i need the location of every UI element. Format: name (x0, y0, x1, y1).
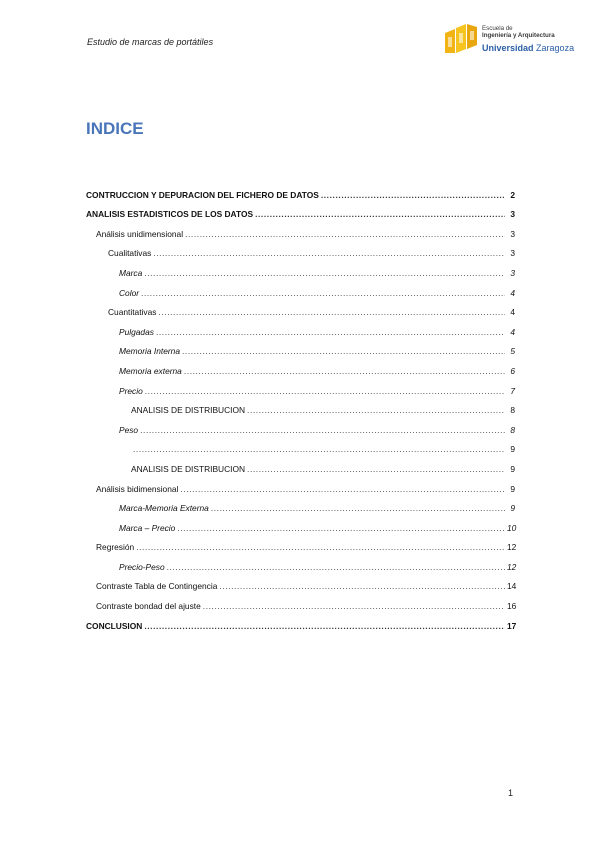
toc-dot-leader (141, 288, 505, 299)
toc-entry-page: 9 (510, 444, 515, 455)
logo-school-name (482, 25, 555, 40)
toc-dot-leader (203, 601, 505, 612)
toc-entry-page: 12 (507, 542, 517, 553)
toc-dot-leader (219, 581, 505, 592)
toc-entry[interactable] (86, 338, 515, 358)
logo-mark-icon (443, 23, 479, 55)
toc-entry-page: 5 (510, 346, 515, 357)
toc-dot-leader (182, 346, 505, 357)
toc-entry-page: 4 (510, 307, 515, 318)
toc-entry-label: CONCLUSION (86, 620, 143, 631)
toc-entry-page: 6 (510, 365, 515, 376)
toc-dot-leader (184, 366, 505, 377)
toc-entry[interactable] (86, 534, 515, 554)
logo-uni-rest: Zaragoza (536, 43, 575, 53)
toc-entry[interactable] (86, 436, 515, 456)
toc-entry-page: 9 (510, 503, 515, 514)
toc-entry-page: 7 (510, 385, 515, 396)
toc-entry-page: 3 (510, 228, 515, 239)
toc-entry-label: Contraste bondad del ajuste (96, 601, 201, 612)
toc-dot-leader (158, 307, 505, 318)
toc-dot-leader (153, 248, 505, 259)
toc-dot-leader (144, 268, 505, 279)
toc-entry-label: Memoria externa (119, 365, 182, 376)
toc-dot-leader (136, 542, 505, 553)
toc-dot-leader (177, 523, 505, 534)
toc-dot-leader (167, 562, 505, 573)
toc-entry[interactable] (86, 397, 515, 417)
toc-dot-leader (156, 327, 505, 338)
toc-entry-label: Análisis bidimensional (96, 483, 179, 494)
toc-entry[interactable] (86, 553, 515, 573)
toc-entry[interactable] (86, 495, 515, 515)
toc-dot-leader (145, 386, 505, 397)
toc-entry-page: 3 (510, 209, 515, 220)
toc-dot-leader (247, 405, 505, 416)
toc-entry-label: Precio (119, 385, 143, 396)
toc-entry[interactable] (86, 377, 515, 397)
toc-entry-label: Pulgadas (119, 326, 154, 337)
toc-entry-label: Cuantitativas (108, 307, 157, 318)
toc-dot-leader (211, 503, 505, 514)
toc-entry-page: 8 (510, 405, 515, 416)
toc-entry-label: Marca – Precio (119, 522, 176, 533)
university-logo (443, 23, 573, 57)
toc-entry[interactable] (86, 259, 515, 279)
toc-dot-leader (180, 484, 505, 495)
toc-dot-leader (255, 209, 505, 220)
toc-entry-label: Marca (119, 267, 143, 278)
toc-entry[interactable] (86, 357, 515, 377)
toc-entry[interactable] (86, 279, 515, 299)
toc-entry[interactable] (86, 201, 515, 221)
table-of-contents (86, 181, 515, 632)
toc-entry[interactable] (86, 592, 515, 612)
toc-entry[interactable] (86, 455, 515, 475)
toc-entry[interactable] (86, 612, 515, 632)
toc-entry-label: Contraste Tabla de Contingencia (96, 581, 218, 592)
toc-entry[interactable] (86, 181, 515, 201)
toc-entry-label: Peso (119, 424, 139, 435)
toc-entry-label: ANALISIS DE DISTRIBUCION (131, 405, 246, 416)
toc-entry-page: 8 (510, 424, 515, 435)
toc-entry-label: Cualitativas (108, 248, 152, 259)
toc-entry-label: Regresión (96, 542, 135, 553)
toc-dot-leader (185, 229, 505, 240)
toc-entry[interactable] (86, 299, 515, 319)
toc-entry-page: 3 (510, 267, 515, 278)
toc-entry-page: 14 (507, 581, 517, 592)
toc-entry-label: ANALISIS ESTADISTICOS DE LOS DATOS (86, 209, 254, 220)
toc-entry-label: Análisis unidimensional (96, 228, 184, 239)
toc-entry[interactable] (86, 514, 515, 534)
toc-dot-leader (321, 190, 505, 201)
toc-entry-page: 4 (510, 326, 515, 337)
toc-entry-page: 9 (510, 463, 515, 474)
toc-dot-leader (133, 444, 505, 455)
page-title: INDICE (86, 119, 144, 138)
toc-entry[interactable] (86, 318, 515, 338)
page-number: 1 (508, 788, 514, 798)
toc-dot-leader (247, 464, 505, 475)
toc-entry-label: Precio-Peso (119, 561, 165, 572)
toc-entry-page: 2 (510, 189, 515, 200)
running-header-title: Estudio de marcas de portátiles (87, 37, 214, 47)
toc-entry-page: 9 (510, 483, 515, 494)
toc-entry[interactable] (86, 573, 515, 593)
toc-entry[interactable] (86, 240, 515, 260)
toc-entry-page: 4 (510, 287, 515, 298)
logo-line-1: Escuela de (482, 25, 513, 32)
toc-entry-label: Marca-Memoria Externa (119, 503, 209, 514)
toc-entry-label: Memoria Interna (119, 346, 180, 357)
toc-entry-page: 16 (507, 601, 517, 612)
toc-dot-leader (144, 621, 505, 632)
logo-university-name (482, 43, 574, 53)
toc-entry-label: ANALISIS DE DISTRIBUCION (131, 463, 246, 474)
toc-entry-page: 12 (507, 561, 517, 572)
logo-line-2: Ingeniería y Arquitectura (482, 32, 555, 40)
toc-entry[interactable] (86, 416, 515, 436)
toc-entry-label: Color (119, 287, 140, 298)
toc-entry-page: 17 (507, 620, 517, 631)
toc-entry-page: 10 (507, 522, 517, 533)
toc-entry-page: 3 (510, 248, 515, 259)
toc-dot-leader (140, 425, 505, 436)
toc-entry[interactable] (86, 475, 515, 495)
toc-entry[interactable] (86, 220, 515, 240)
logo-uni-bold: Universidad (482, 43, 534, 53)
toc-entry-label: CONTRUCCION Y DEPURACION DEL FICHERO DE DATOS (86, 189, 319, 200)
